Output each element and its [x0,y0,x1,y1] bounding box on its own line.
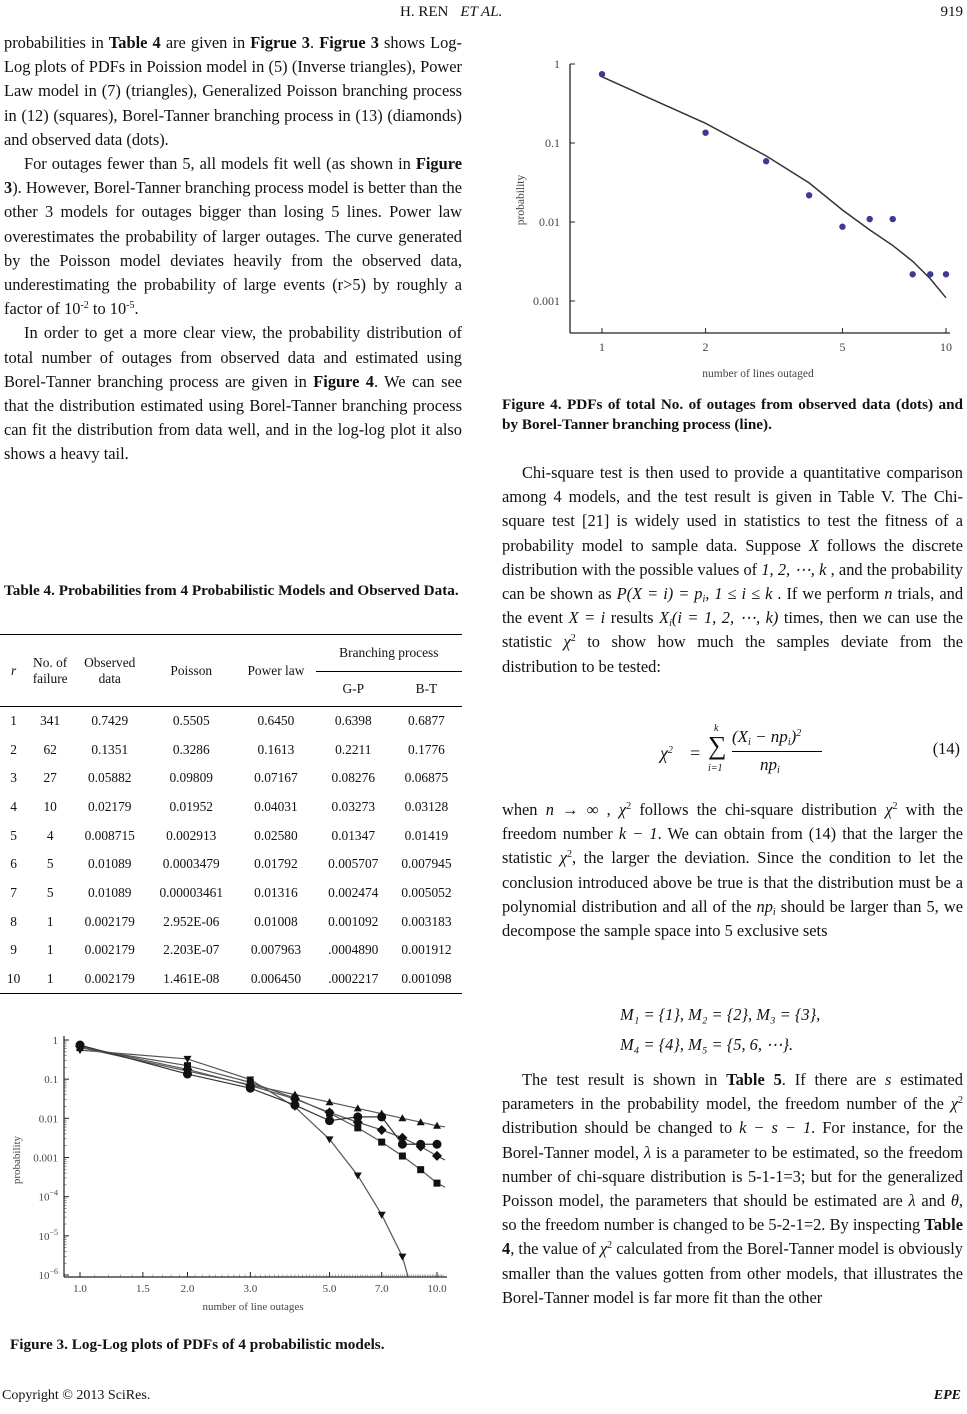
table-row [0,764,462,793]
x-tick-label: 3.0 [243,1283,258,1295]
table-cell: 0.001912 [401,942,452,958]
x-tick-label: 2 [702,340,709,354]
table-cell: 0.08276 [331,770,376,786]
exclusive-sets: M₁ = {1}, M₂ = {2}, M₃ = {3}, M₄ = {4}, M₅ = {5, 6, ⋯}. [620,1005,821,1054]
table-cell: 1 [46,970,54,986]
x-tick-label: 10 [940,340,952,354]
table-cell: 0.6398 [334,713,372,729]
paragraph: when n → ∞ , $\chi^2$ follows the chi-square distribution $\chi^2$ with the freedom number k − 1. We can obtain from (14) that the larger the statistic $\chi^2$, the larger the deviation. Since the condition to let the conclusion introduced above be true is that the distribution must be a polynomial distribution and all of the $np_i$ should be larger than 5, we decompose the sample space into 5 exclusive sets [502,800,964,941]
table-row [0,965,462,994]
table-cell: 0.005707 [328,856,379,872]
figure3-chart [0,1030,480,1330]
x-axis-label: number of line outages [202,1301,304,1313]
observed-dots [599,71,949,277]
copyright-notice: Copyright © 2013 SciRes. [2,1388,151,1403]
table-cell: 0.01792 [254,856,298,872]
figure3-caption: Figure 3. Log-Log plots of PDFs of 4 probabilistic models. [10,1336,385,1353]
y-tick-label: 0.001 [533,294,560,308]
table-cell: 0.05882 [87,770,132,786]
y-tick-label: 0.1 [545,136,560,150]
figure4-chart [490,40,967,390]
table-caption: Table 4. Probabilities from 4 Probabilistic Models and Observed Data. [4,582,459,599]
y-tick-label: 1 [52,1035,58,1047]
table-cell: 5 [46,884,54,900]
x-tick-label: 5.0 [322,1283,337,1295]
col-header-poisson: Poisson [170,662,213,678]
table-cell: 0.001098 [401,970,452,986]
table-cell: 0.005052 [401,884,452,900]
probability-table [0,634,462,994]
right-column-text-3 [502,1068,963,1310]
col-header-failures: No. of failure [32,654,68,686]
table-cell: 0.01419 [404,827,449,843]
table-cell: 0.04031 [254,798,298,814]
x-tick-label: 5 [839,340,846,354]
table-cell: 0.6877 [408,713,445,729]
table-cell: 0.00003461 [159,884,224,900]
table-row [0,907,462,936]
table-cell: 0.007945 [401,856,452,872]
table-row [0,707,462,736]
table-cell: 0.1351 [91,741,129,757]
paragraph: The test result is shown in Table 5. If there are s estimated parameters in the probability model, the freedom number of the $\chi^2$ distribution should be changed to k − s − 1. For instance, for the Borel-Tanner model, λ is a parameter to be estimated, so the freedom number of chi-square distribution is 5-1-1=3; but for the generalized Poisson model, the parameters that should be estimated are λ and θ, so the freedom number is changed to be 5-2-1=2. By inspecting Table 4, the value of $\chi^2$ calculated from the Borel-Tanner model is obviously smaller than the values gotten from other models, that illustrates the Borel-Tanner model is far more fit than the other [502,1070,964,1307]
table-cell: 0.06875 [404,770,449,786]
col-header-observed: Observed data [84,654,136,686]
table-cell: 2.952E-06 [163,913,220,929]
table-cell: 0.002474 [328,884,379,900]
table-cell: 0.003183 [401,913,452,929]
col-header-power: Power law [247,662,305,678]
table-cell: 0.03273 [331,798,376,814]
table-row [0,936,462,965]
equation-number: (14) [932,739,960,758]
running-header-author: H. REN ET AL. [400,4,503,20]
table-cell: 0.01008 [254,913,298,929]
right-column-text-2 [502,798,963,943]
left-column-text [4,31,462,467]
table-cell: 1 [10,713,17,729]
table-cell: 3 [10,770,17,786]
table-cell: 0.002913 [166,827,217,843]
table-cell: 0.002179 [84,970,135,986]
table-cell: 62 [43,741,57,757]
y-tick-label: $10^{-5}$ [38,1227,58,1243]
table-cell: 0.001092 [328,913,379,929]
table-cell: 0.007963 [250,942,302,958]
table-cell: 6 [10,856,17,872]
y-axis-label: probability [515,174,527,226]
table-cell: 0.07167 [254,770,298,786]
col-header-branching: Branching process [316,635,462,672]
y-tick-label: 0.001 [33,1152,58,1165]
paragraph: probabilities in Table 4 are given in Figrue 3. Figrue 3 shows Log-Log plots of PDFs in Poission model in (5) (Inverse triangles), Power Law model in (7) (triangles), Generalized Poisson branching process in (12) (squares), Borel-Tanner branching process in (13) (diamonds) and observed data (dots). [4,33,462,149]
table-cell: 0.002179 [84,913,135,929]
right-column-text-1 [502,461,963,679]
table-cell: 5 [46,856,54,872]
y-tick-label: $10^{-4}$ [38,1188,58,1204]
paragraph: Chi-square test is then used to provide a quantitative comparison among 4 models, and the test result is given in Table V. The Chi-square test [21] is widely used in statistics to test the fitness of a probability model to sample data. Suppose X follows the discrete distribution with the possible values of 1, 2, ⋯, k , and the probability can be shown as $P(X = i) = p_i$, 1 ≤ i ≤ k . If we perform n trials, and the event X = i results $X_i(i = 1$, 2, ⋯, k) times, then we can use the statistic $\chi^2$ to show how much the samples deviate from the distribution to be tested: [502,463,964,676]
table-cell: 0.2211 [335,741,372,757]
col-header-bt: B-T [415,681,438,696]
table-cell: 0.6450 [257,713,295,729]
table-cell: 0.006450 [250,970,302,986]
table-cell: .0002217 [328,970,379,986]
table-cell: 27 [43,770,57,786]
table-row [0,793,462,822]
paragraph: For outages fewer than 5, all models fit well (as shown in Figure 3). However, Borel-Tanner branching process model is better than the other 3 models for outages bigger than losing 5 lines. Power law overestimates the probability of larger outages. The curve generated by the Poisson model deviates heavily from the observed data, underestimating the probability of large events (r>5) by roughly a factor of $10^{-2}$ to $10^{-5}$. [4,154,462,319]
table-cell: 0.02179 [87,798,132,814]
table-cell: 0.1776 [408,741,445,757]
table-row [0,735,462,764]
series-diamond [75,1041,442,1161]
table-cell: 2 [10,741,17,757]
y-tick-label: $10^{-6}$ [38,1267,58,1282]
table-cell: 7 [10,884,17,900]
x-tick-label: 1.0 [73,1283,87,1295]
series-inverse-triangle [76,1047,406,1260]
x-tick-label: 1.5 [135,1283,150,1295]
table-cell: 0.01089 [87,856,132,872]
table-row [0,850,462,879]
table-cell: 341 [40,713,61,729]
table-cell: 0.1613 [257,741,295,757]
x-axis-label: number of lines outaged [702,368,814,380]
y-tick-label: 0.01 [539,215,560,229]
x-tick-label: 2.0 [180,1283,195,1295]
table-cell: .0004890 [328,942,379,958]
table-cell: 4 [10,798,17,814]
table-cell: 0.0003479 [162,856,220,872]
table-row [0,879,462,908]
table-cell: 0.3286 [172,741,210,757]
table-cell: 0.5505 [172,713,210,729]
paragraph: In order to get a more clear view, the probability distribution of total number of outages from observed data and estimated using Borel-Tanner branching process are given in Figure 4. We can see that the distribution estimated using Borel-Tanner branching process can fit the distribution from data well, and in the log-log plot it also shows a heavy tail. [4,323,462,464]
running-header [0,4,967,24]
table-cell: 0.01089 [87,884,132,900]
table-cell: 0.01347 [331,827,376,843]
table-cell: 2.203E-07 [163,942,220,958]
table-row [0,821,462,850]
table-cell: 8 [10,913,17,929]
table-cell: 1 [46,913,54,929]
table-cell: 10 [43,798,57,814]
table-cell: 5 [10,827,17,843]
table-cell: 1.461E-08 [163,970,220,986]
table-cell: 0.03128 [404,798,449,814]
table-cell: 0.7429 [91,713,129,729]
y-tick-label: 0.1 [44,1074,58,1087]
table-cell: 0.01952 [169,798,214,814]
table-cell: 10 [6,970,21,986]
x-tick-label: 10.0 [427,1283,447,1295]
table-cell: 0.01316 [254,884,298,900]
x-tick-label: 1 [599,340,605,354]
borel-tanner-line [602,77,946,298]
table-cell: 1 [46,942,54,958]
x-tick-label: 7.0 [374,1283,389,1295]
equation-14: $\chi^2$ = ∑ k i=1 $(X_i - np_i)^2$ $np_i$ (14) [660,723,960,776]
figure4-caption: Figure 4. PDFs of total No. of outages from observed data (dots) and by Borel-Tanner branching process (line). [502,396,963,433]
table-cell: 4 [46,827,54,843]
table-cell: 0.02580 [254,827,298,843]
y-tick-label: 1 [554,57,560,71]
page-number: 919 [940,4,963,20]
col-header-r: r [10,662,17,678]
table-cell: 0.002179 [84,942,135,958]
y-tick-label: 0.01 [38,1113,58,1126]
y-axis-label: probability [11,1135,23,1185]
table-cell: 0.008715 [84,827,135,843]
journal-name: EPE [933,1388,961,1403]
table-cell: 9 [10,942,17,958]
table-cell: 0.09809 [169,770,214,786]
col-header-gp: G-P [342,681,365,696]
